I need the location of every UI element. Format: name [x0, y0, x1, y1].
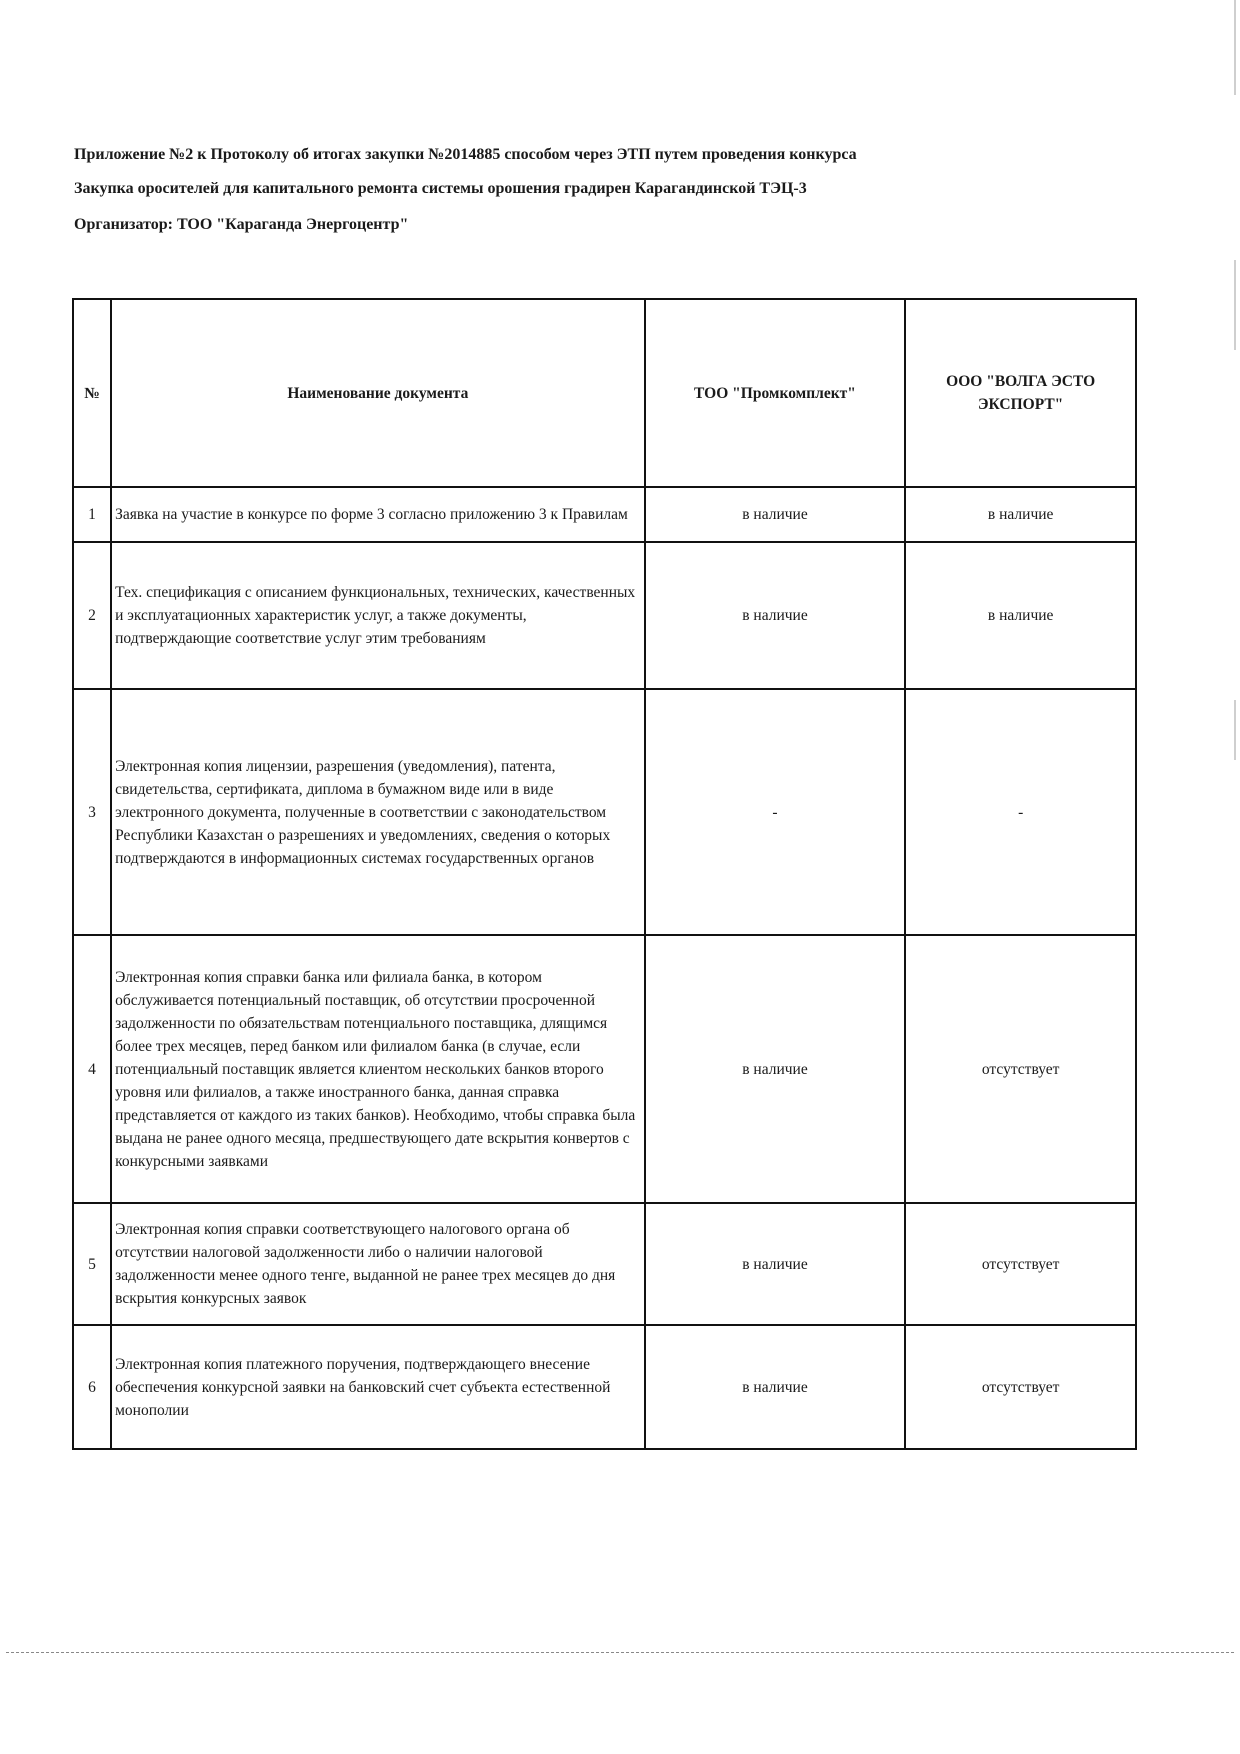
supplier-b-status: отсутствует: [905, 1203, 1136, 1325]
row-number: 6: [73, 1325, 111, 1449]
organizer-line: Организатор: ТОО "Караганда Энергоцентр": [74, 216, 409, 233]
supplier-a-status: в наличие: [645, 487, 906, 542]
row-number: 4: [73, 935, 111, 1203]
table-header-row: [73, 299, 1136, 487]
document-name: Электронная копия платежного поручения, подтверждающего внесение обеспечения конкурсной заявки на банковский счет субъекта естественной монополии: [111, 1325, 645, 1449]
document-name: Электронная копия справки банка или филиала банка, в котором обслуживается потенциальный поставщик, об отсутствии просроченной задолженности по обязательствам потенциального поставщика, длящимся более трех месяцев, перед банком или филиалом банка (в случае, если потенциальный поставщик является клиентом нескольких банков второго уровня или филиалов, а также иностранного банка, данная справка представляется от каждого из таких банков). Необходимо, чтобы справка была выдана не ранее одного месяца, предшествующего дате вскрытия конвертов с конкурсными заявками: [111, 935, 645, 1203]
supplier-a-status: -: [645, 689, 906, 935]
column-header-doc: Наименование документа: [111, 299, 645, 487]
scan-edge-mark: [1234, 700, 1236, 760]
supplier-b-status: в наличие: [905, 487, 1136, 542]
table-row: [73, 689, 1136, 935]
documents-table: [72, 298, 1137, 1450]
document-name: Тех. спецификация с описанием функциональных, технических, качественных и эксплуатационных характеристик услуг, а также документы, подтверждающие соответствие услуг этим требованиям: [111, 542, 645, 689]
supplier-b-name: ООО "ВОЛГА ЭСТО ЭКСПОРТ": [946, 373, 1096, 413]
supplier-a-status: в наличие: [645, 935, 906, 1203]
document-header: [74, 144, 934, 236]
column-header-num: №: [73, 299, 111, 487]
supplier-a-status: в наличие: [645, 1203, 906, 1325]
supplier-b-status: отсутствует: [905, 935, 1136, 1203]
appendix-title: Приложение №2 к Протоколу об итогах закупки №2014885 способом через ЭТП путем проведения конкурса: [74, 146, 857, 163]
table-row: [73, 542, 1136, 689]
supplier-a-status: в наличие: [645, 542, 906, 689]
row-number: 1: [73, 487, 111, 542]
supplier-b-status: в наличие: [905, 542, 1136, 689]
procurement-subject: Закупка оросителей для капитального ремонта системы орошения градирен Карагандинской ТЭЦ-3: [74, 180, 807, 197]
column-header-supplier-b: [905, 299, 1136, 487]
table-row: [73, 1203, 1136, 1325]
document-name: Заявка на участие в конкурсе по форме 3 согласно приложению 3 к Правилам: [111, 487, 645, 542]
document-name: Электронная копия справки соответствующего налогового органа об отсутствии налоговой задолженности либо о наличии налоговой задолженности менее одного тенге, выданной не ранее трех месяцев до дня вскрытия конкурсных заявок: [111, 1203, 645, 1325]
page-divider: [6, 1652, 1234, 1653]
supplier-b-status: -: [905, 689, 1136, 935]
column-header-supplier-a: ТОО "Промкомплект": [645, 299, 906, 487]
table-row: [73, 1325, 1136, 1449]
supplier-a-status: в наличие: [645, 1325, 906, 1449]
table-row: [73, 935, 1136, 1203]
scan-edge-mark: [1234, 0, 1236, 95]
table-row: [73, 487, 1136, 542]
row-number: 2: [73, 542, 111, 689]
document-name: Электронная копия лицензии, разрешения (уведомления), патента, свидетельства, сертификата, диплома в бумажном виде или в виде электронного документа, полученные в соответствии с законодательством Республики Казахстан о разрешениях и уведомлениях, сведения о которых подтверждаются в информационных системах государственных органов: [111, 689, 645, 935]
row-number: 3: [73, 689, 111, 935]
row-number: 5: [73, 1203, 111, 1325]
scan-edge-mark: [1234, 260, 1236, 350]
supplier-b-status: отсутствует: [905, 1325, 1136, 1449]
